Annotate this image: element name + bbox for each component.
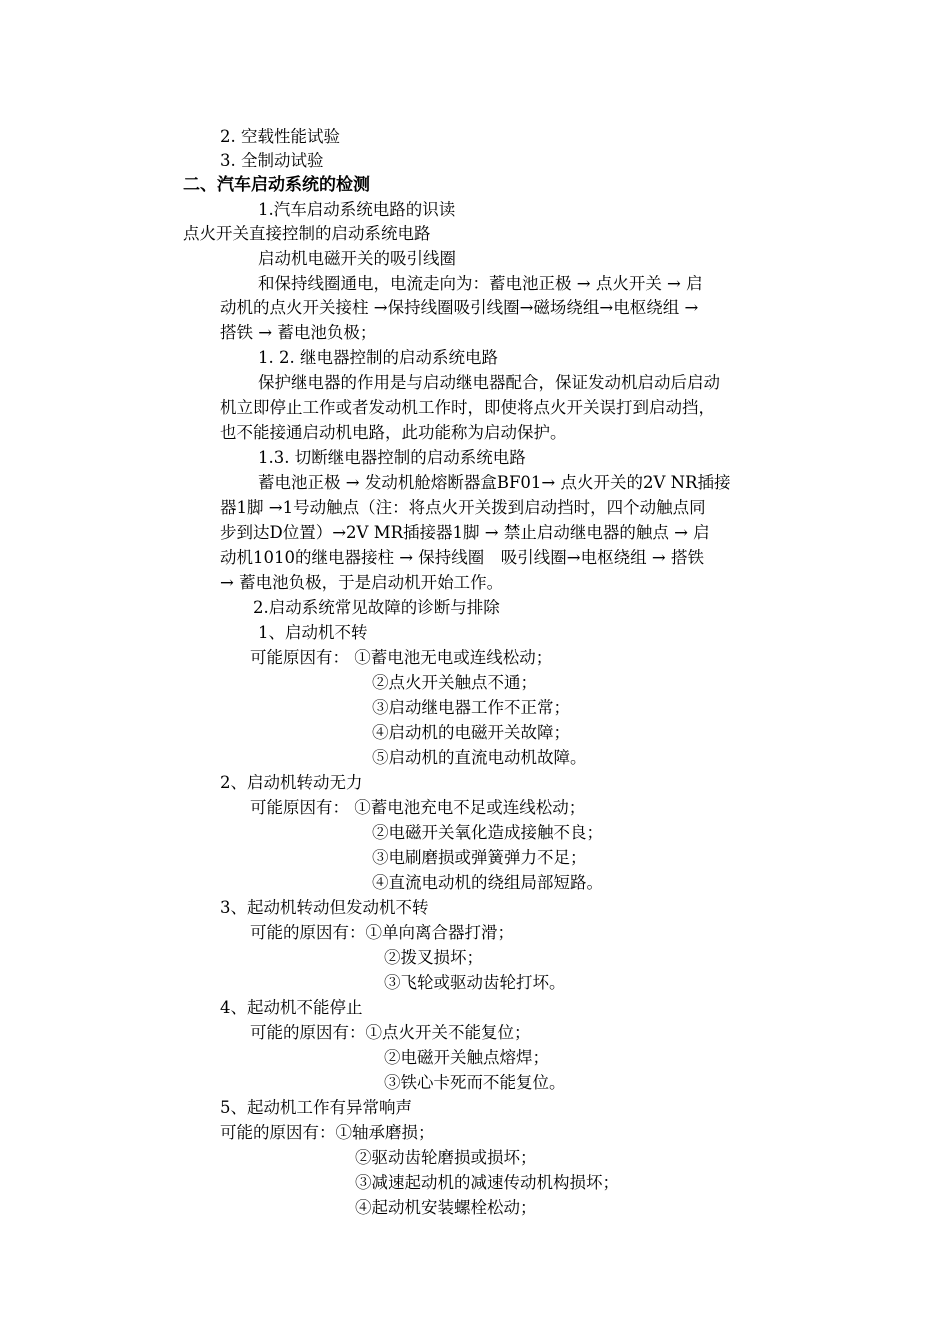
fault-heading: 1、启动机不转 — [258, 623, 368, 642]
section-heading: 二、汽车启动系统的检测 — [183, 175, 370, 195]
paragraph-line: 步到达D位置）→2V MR插接器1脚 → 禁止启动继电器的触点 → 启 — [220, 523, 710, 542]
list-item: 3. 全制动试验 — [220, 151, 324, 170]
cause-line: ③铁心卡死而不能复位。 — [384, 1073, 566, 1092]
paragraph-line: 保护继电器的作用是与启动继电器配合，保证发动机启动后启动 — [258, 373, 720, 392]
text-line: 点火开关直接控制的启动系统电路 — [183, 224, 431, 243]
fault-heading: 5、起动机工作有异常响声 — [220, 1098, 412, 1117]
cause-line: ③电刷磨损或弹簧弹力不足； — [372, 848, 587, 867]
paragraph-line: 蓄电池正极 → 发动机舱熔断器盒BF01→ 点火开关的2V NR插接 — [258, 473, 731, 492]
paragraph-line: 搭铁 → 蓄电池负极； — [220, 323, 377, 342]
paragraph-line: 器1脚 →1号动触点（注：将点火开关拨到启动挡时，四个动触点同 — [220, 498, 706, 517]
cause-line: ②电磁开关触点熔焊； — [384, 1048, 549, 1067]
cause-line: ②点火开关触点不通； — [372, 673, 537, 692]
paragraph-line: 机立即停止工作或者发动机工作时，即使将点火开关误打到启动挡， — [220, 398, 715, 417]
paragraph-line: → 蓄电池负极，于是启动机开始工作。 — [220, 573, 504, 592]
cause-line: ⑤启动机的直流电动机故障。 — [372, 748, 587, 767]
cause-line: ②驱动齿轮磨损或损坏； — [355, 1148, 537, 1167]
paragraph-line: 动机1010的继电器接柱 → 保持线圈 吸引线圈→电枢绕组 → 搭铁 — [220, 548, 704, 567]
cause-line: ③减速起动机的减速传动机构损坏； — [355, 1173, 619, 1192]
text-line: 启动机电磁开关的吸引线圈 — [258, 249, 456, 268]
subsection-heading: 1.3. 切断继电器控制的启动系统电路 — [258, 448, 526, 467]
cause-line: ②电磁开关氧化造成接触不良； — [372, 823, 603, 842]
cause-line: ④起动机安装螺栓松动； — [355, 1198, 537, 1217]
fault-heading: 3、起动机转动但发动机不转 — [220, 898, 429, 917]
fault-heading: 2、启动机转动无力 — [220, 773, 363, 792]
paragraph-line: 也不能接通启动机电路，此功能称为启动保护。 — [220, 423, 567, 442]
paragraph-line: 和保持线圈通电，电流走向为：蓄电池正极 → 点火开关 → 启 — [258, 274, 703, 293]
cause-line: 可能的原因有：①点火开关不能复位； — [250, 1023, 531, 1042]
cause-line: 可能的原因有：①单向离合器打滑； — [250, 923, 514, 942]
subsection-heading: 1.汽车启动系统电路的识读 — [258, 200, 456, 219]
cause-line: ④启动机的电磁开关故障； — [372, 723, 570, 742]
subsection-heading: 2.启动系统常见故障的诊断与排除 — [253, 598, 500, 617]
fault-heading: 4、起动机不能停止 — [220, 998, 363, 1017]
cause-line: ③飞轮或驱动齿轮打坏。 — [384, 973, 566, 992]
cause-line: ④直流电动机的绕组局部短路。 — [372, 873, 603, 892]
list-item: 2. 空载性能试验 — [220, 127, 340, 146]
cause-line: ②拨叉损坏； — [384, 948, 483, 967]
subsection-heading: 1. 2. 继电器控制的启动系统电路 — [258, 348, 498, 367]
cause-line: 可能的原因有：①轴承磨损； — [220, 1123, 435, 1142]
cause-line: 可能原因有： ①蓄电池充电不足或连线松动； — [250, 798, 586, 817]
paragraph-line: 动机的点火开关接柱 →保持线圈吸引线圈→磁场绕组→电枢绕组 → — [220, 298, 699, 317]
cause-line: 可能原因有： ①蓄电池无电或连线松动； — [250, 648, 553, 667]
cause-line: ③启动继电器工作不正常； — [372, 698, 570, 717]
